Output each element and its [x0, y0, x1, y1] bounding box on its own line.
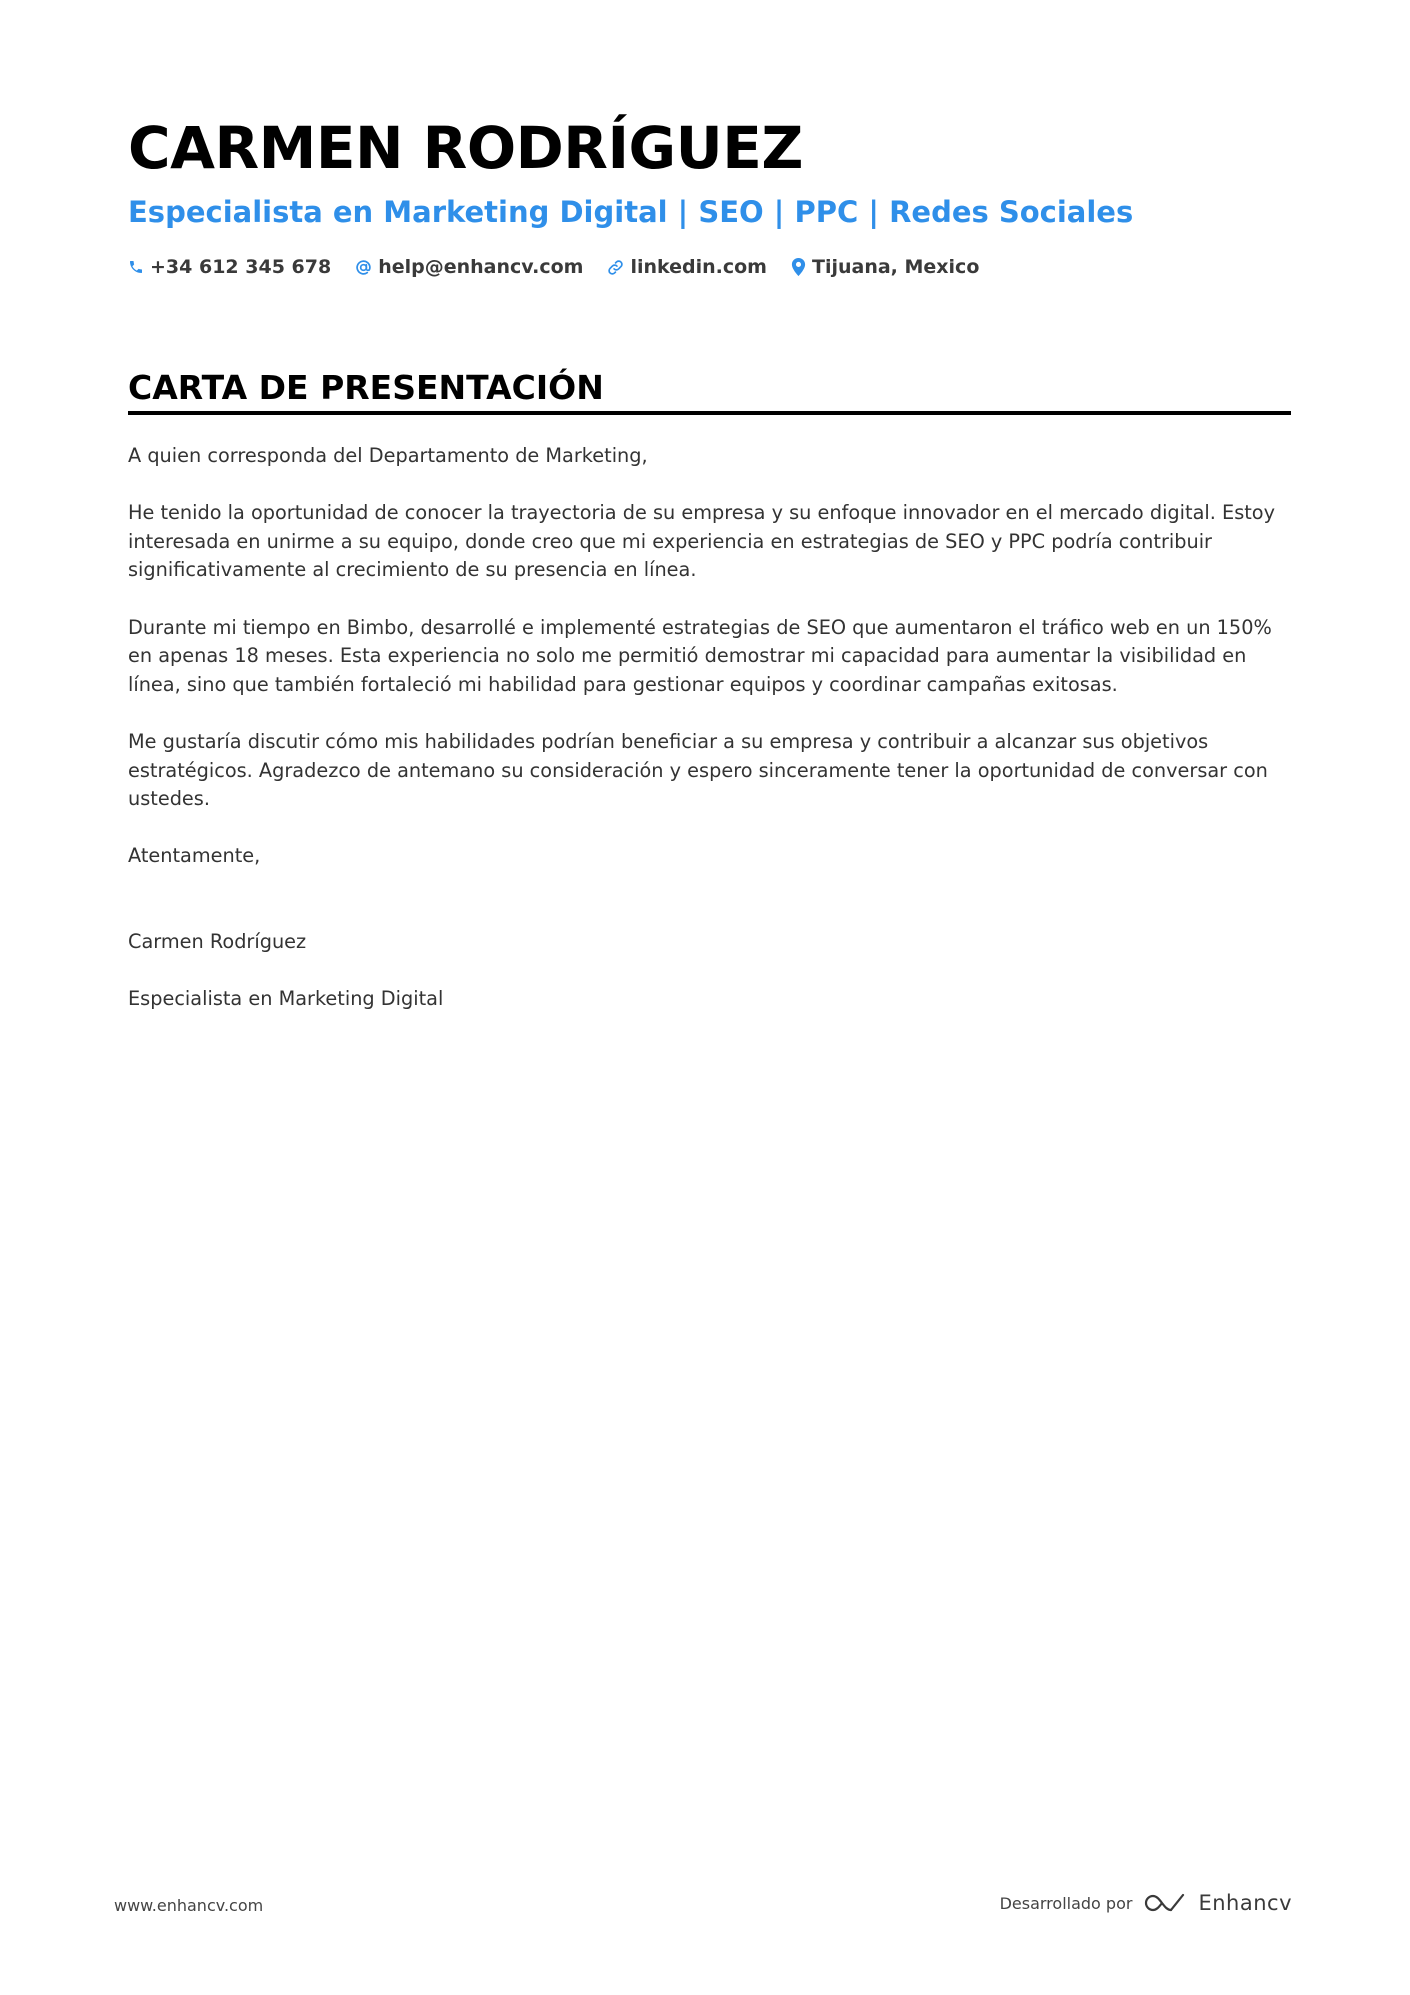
- letter-paragraph: Durante mi tiempo en Bimbo, desarrollé e implementé estrategias de SEO que aumentaron el tráfico web en un 150% en apenas 18 meses. Esta experiencia no solo me permitió demostrar mi capacidad para aumentar la visibilidad en línea, sino que también fortaleció mi habilidad para gestionar equipos y coordinar campañas exitosas.: [128, 615, 1272, 696]
- letter-body: [128, 442, 1293, 1042]
- letter-paragraph: He tenido la oportunidad de conocer la trayectoria de su empresa y su enfoque innovador en el mercado digital. Estoy interesada en unirme a su equipo, donde creo que mi experiencia en estrategias de SEO y PPC podría contribuir significativamente al crecimiento de su presencia en línea.: [128, 501, 1276, 582]
- linkedin-text: linkedin.com: [630, 256, 767, 278]
- contact-location: [791, 256, 979, 278]
- enhancv-logo-icon: [1142, 1890, 1188, 1916]
- location-pin-icon: [791, 258, 806, 276]
- section-title: CARTA DE PRESENTACIÓN: [128, 368, 604, 407]
- letter-paragraph: Me gustaría discutir cómo mis habilidades podrían beneficiar a su empresa y contribuir a alcanzar sus objetivos estratégicos. Agradezco de antemano su consideración y espero sinceramente tener la oportunidad de conversar con ustedes.: [128, 729, 1268, 811]
- section-divider: [128, 411, 1291, 415]
- letter-greeting: A quien corresponda del Departamento de Marketing,: [128, 444, 648, 467]
- phone-text: +34 612 345 678: [150, 256, 332, 278]
- contact-bar: [128, 252, 979, 282]
- contact-linkedin[interactable]: [607, 256, 767, 278]
- link-icon: [607, 259, 624, 276]
- letter-closing: Atentamente,: [128, 844, 261, 868]
- at-icon: [355, 259, 372, 276]
- footer-brand[interactable]: [1000, 1890, 1292, 1916]
- contact-phone: [128, 256, 331, 278]
- email-text: help@enhancv.com: [378, 256, 584, 278]
- phone-icon: [128, 259, 144, 275]
- contact-email[interactable]: [355, 256, 583, 278]
- footer-url[interactable]: www.enhancv.com: [114, 1896, 264, 1915]
- signature-name: Carmen Rodríguez: [128, 929, 307, 953]
- powered-by-label: Desarrollado por: [999, 1893, 1133, 1913]
- applicant-name: CARMEN RODRÍGUEZ: [128, 114, 803, 182]
- brand-name: Enhancv: [1198, 1891, 1292, 1915]
- applicant-headline: Especialista en Marketing Digital | SEO | PPC | Redes Sociales: [128, 195, 1134, 229]
- location-text: Tijuana, Mexico: [811, 256, 980, 278]
- signature-title: Especialista en Marketing Digital: [128, 987, 444, 1011]
